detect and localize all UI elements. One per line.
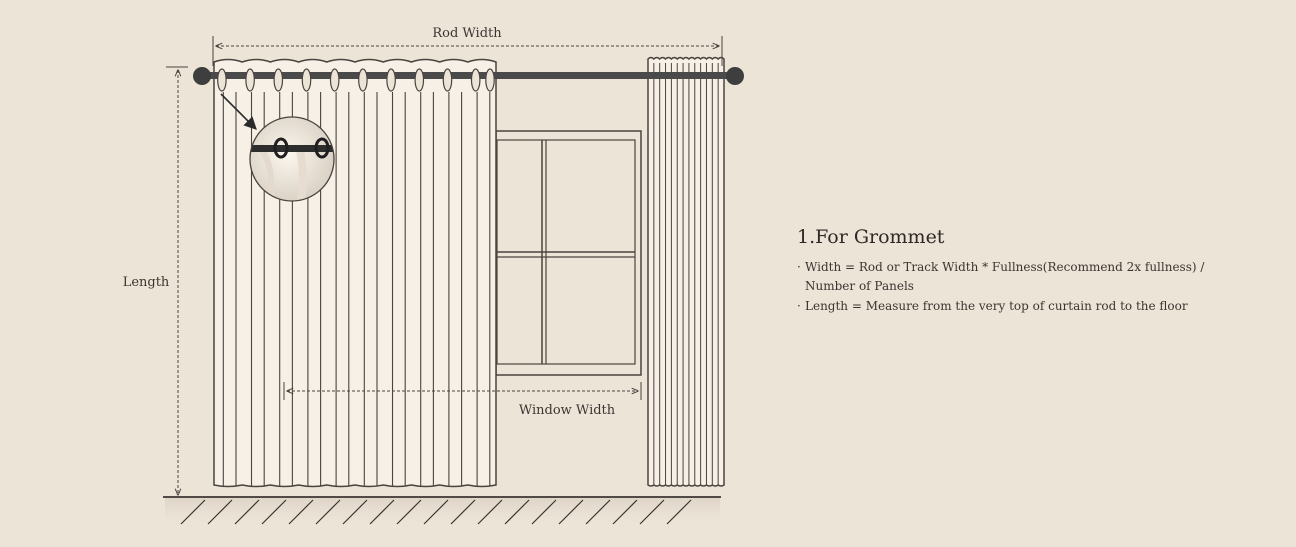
window-width-label: Window Width [518, 403, 616, 418]
right-curtain-panel [648, 58, 724, 487]
left-curtain-panel [214, 60, 496, 487]
grommet-info-panel [797, 226, 1237, 317]
instructions-list [797, 258, 1237, 316]
length-dimension [123, 67, 188, 495]
rod-width-label: Rod Width [432, 26, 502, 41]
floor [163, 497, 721, 528]
window [496, 131, 641, 375]
width-instruction: · Width = Rod or Track Width * Fullness(Recommend 2x fullness) / Number of Panels [797, 258, 1237, 296]
section-title: 1.For Grommet [797, 226, 945, 248]
length-instruction: · Length = Measure from the very top of curtain rod to the floor [797, 297, 1237, 316]
length-label: Length [122, 275, 170, 290]
